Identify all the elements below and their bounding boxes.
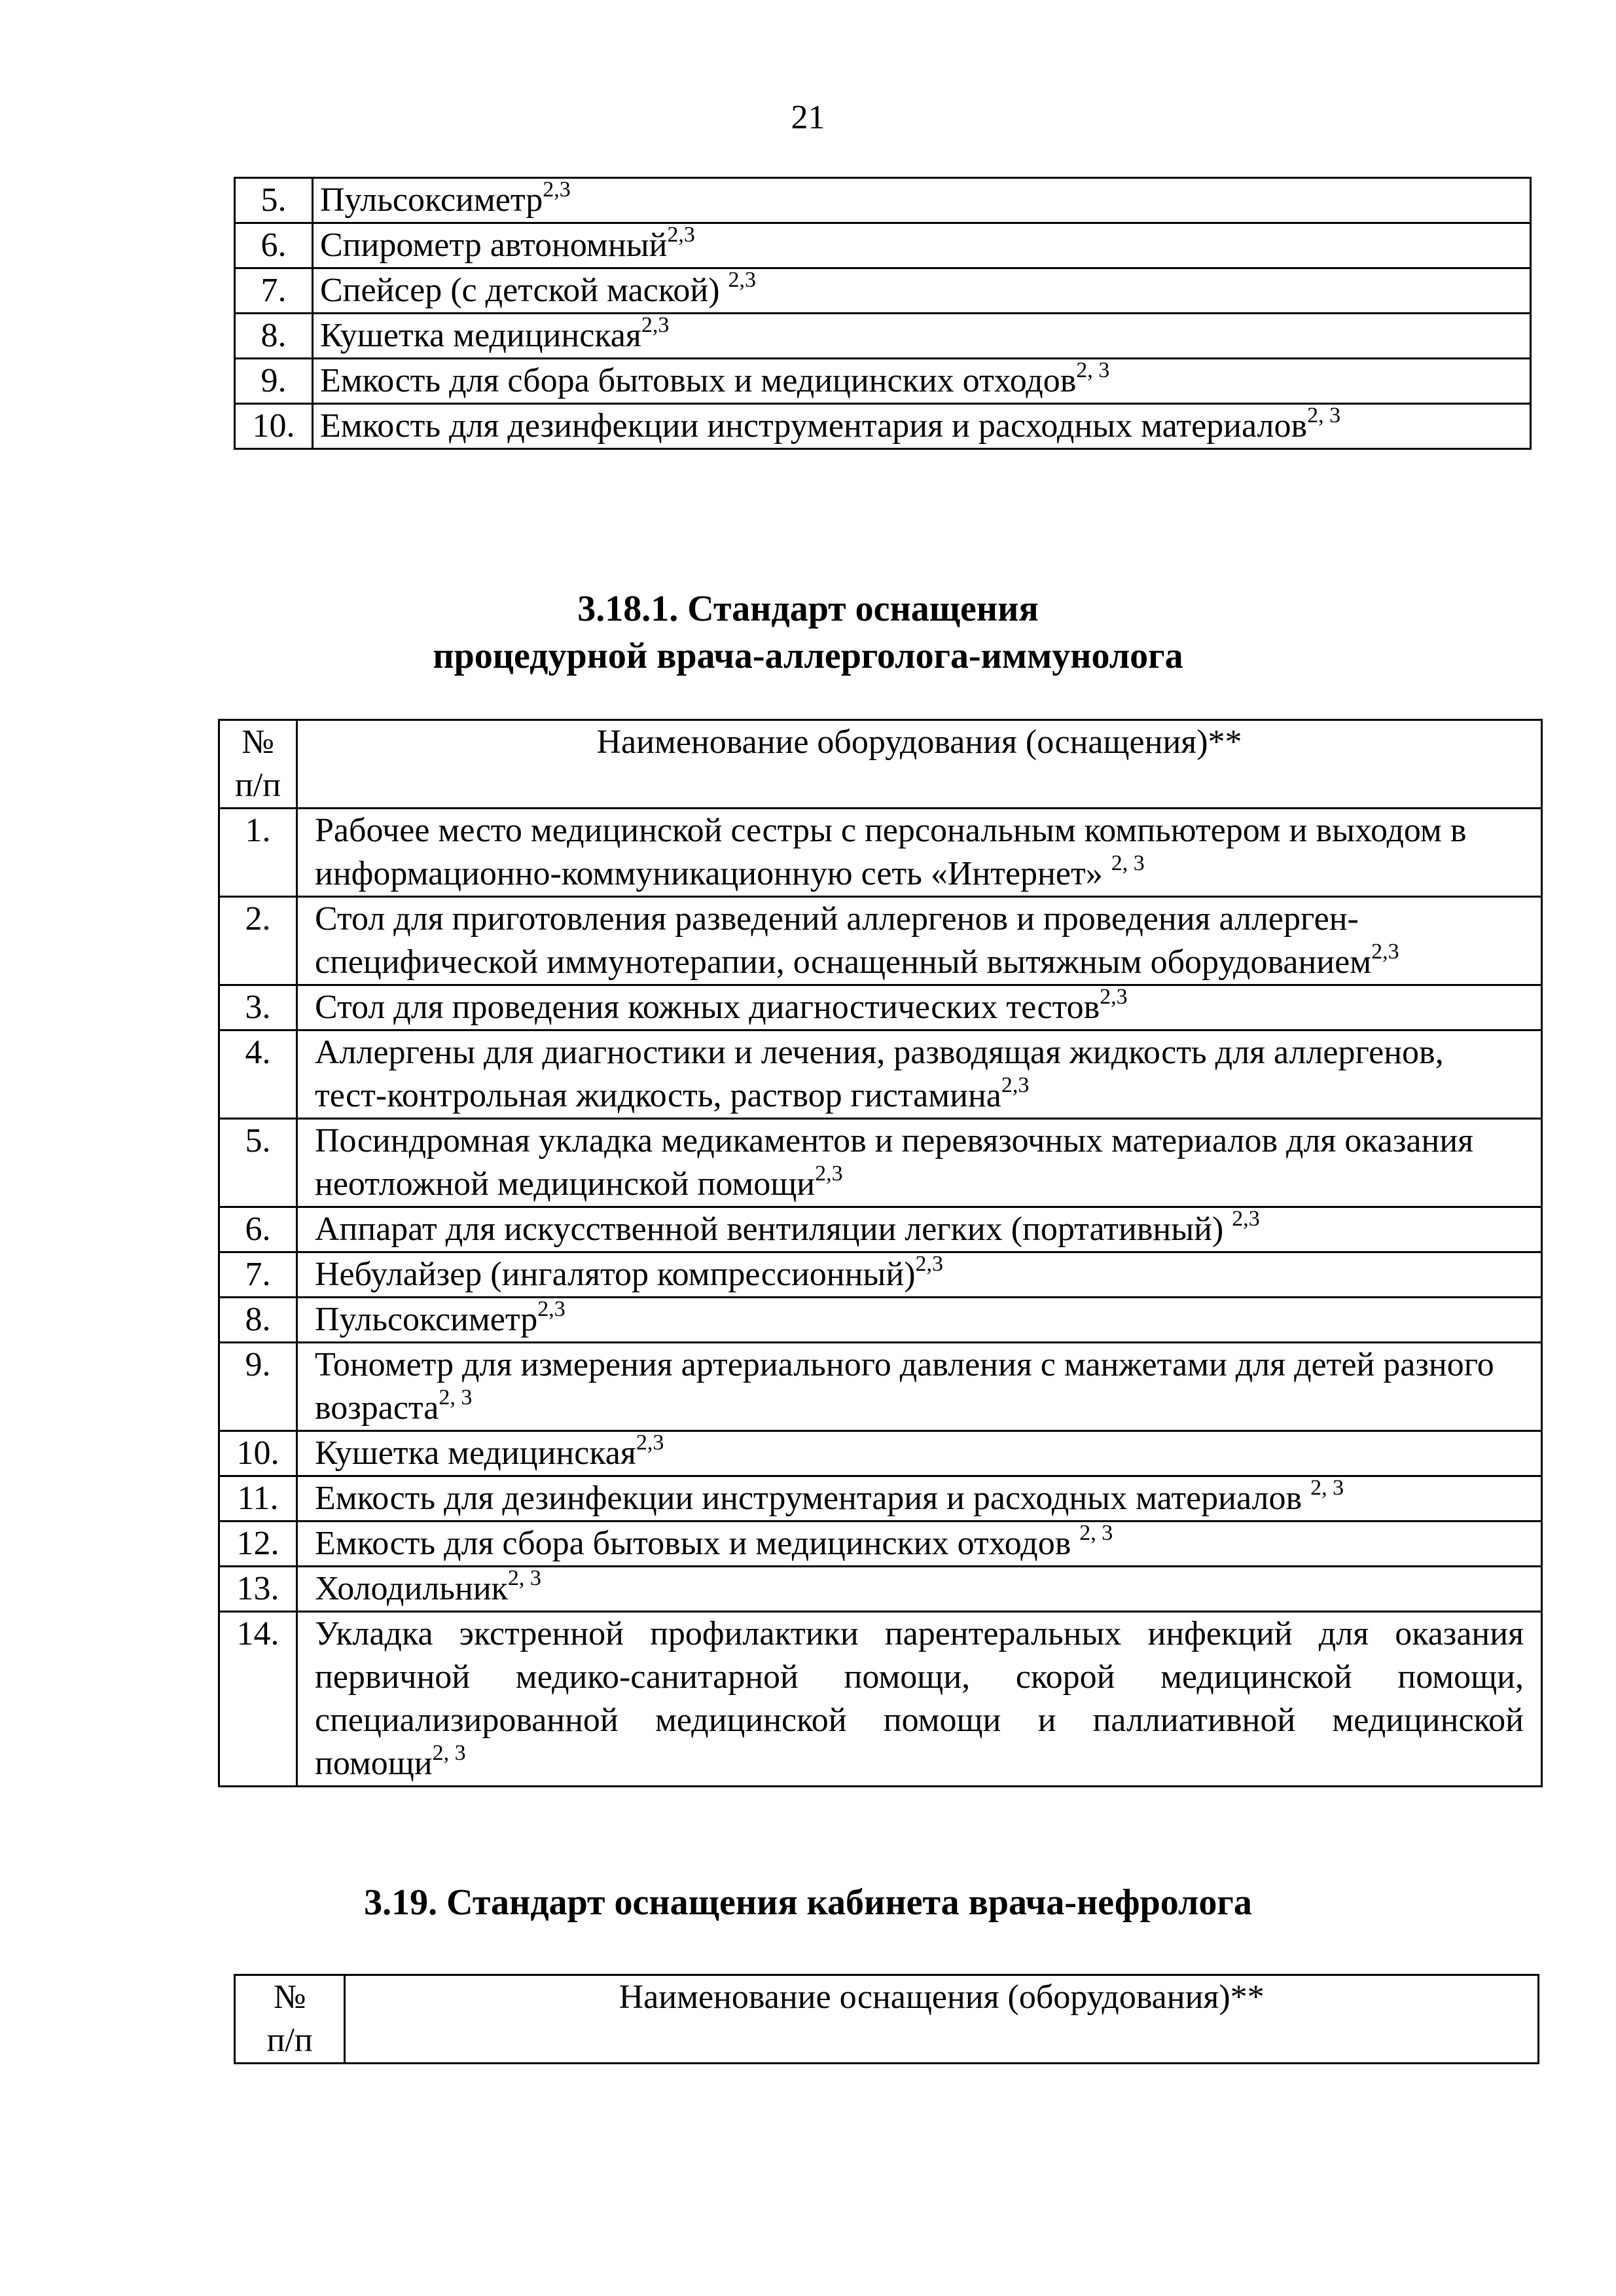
table-row (219, 1207, 1542, 1252)
table-row (235, 178, 1531, 223)
row-number: 8. (235, 314, 313, 359)
table-row (219, 1522, 1542, 1567)
section-title-3-18-1-line1: 3.18.1. Стандарт оснащения (577, 589, 1039, 629)
table-row (219, 1119, 1542, 1207)
equipment-name: Емкость для дезинфекции инструментария и расходных материалов$^{2, 3}$ (313, 404, 1531, 449)
table-row (219, 1612, 1542, 1787)
equipment-name: Тонометр для измерения артериального давления с манжетами для детей разного возраста$^{2, 3}$ (297, 1343, 1542, 1431)
table-header-row (219, 720, 1542, 809)
row-number: 10. (235, 404, 313, 449)
table-row (219, 985, 1542, 1030)
table-row (219, 1030, 1542, 1119)
row-number: 6. (219, 1207, 297, 1252)
table-row (235, 404, 1531, 449)
equipment-name: Холодильник$^{2, 3}$ (297, 1567, 1542, 1612)
table-row (219, 1431, 1542, 1476)
row-number: 7. (219, 1252, 297, 1298)
row-number: 3. (219, 985, 297, 1030)
row-number: 10. (219, 1431, 297, 1476)
equipment-name: Пульсоксиметр$^{2,3}$ (313, 178, 1531, 223)
row-number: 4. (219, 1030, 297, 1119)
row-number: 5. (219, 1119, 297, 1207)
equipment-name: Спирометр автономный$^{2,3}$ (313, 223, 1531, 268)
table-header-row (235, 1975, 1539, 2064)
section-title-3-19: 3.19. Стандарт оснащения кабинета врача-нефролога (364, 1882, 1252, 1923)
equipment-name: Стол для проведения кожных диагностических тестов$^{2,3}$ (297, 985, 1542, 1030)
row-number: 13. (219, 1567, 297, 1612)
equipment-name: Емкость для сбора бытовых и медицинских отходов $^{2, 3}$ (297, 1522, 1542, 1567)
equipment-name: Небулайзер (ингалятор компрессионный)$^{2,3}$ (297, 1252, 1542, 1298)
equipment-name: Емкость для дезинфекции инструментария и расходных материалов $^{2, 3}$ (297, 1476, 1542, 1522)
header-number (235, 1975, 345, 2064)
nephrologist-equipment-table (234, 1974, 1539, 2064)
equipment-name: Рабочее место медицинской сестры с персональным компьютером и выходом в информационно-коммуникационную сеть «Интернет» $^{2, 3}$ (297, 809, 1542, 897)
row-number: 14. (219, 1612, 297, 1787)
equipment-name: Спейсер (с детской маской) $^{2,3}$ (313, 268, 1531, 314)
table-row (219, 809, 1542, 897)
equipment-name: Кушетка медицинская$^{2,3}$ (297, 1431, 1542, 1476)
procedure-room-equipment-table (218, 719, 1543, 1787)
section-title-3-18-1-line2: процедурной врача-аллерголога-иммунолога (433, 636, 1183, 676)
equipment-name: Емкость для сбора бытовых и медицинских отходов$^{2, 3}$ (313, 359, 1531, 404)
table-row (235, 359, 1531, 404)
equipment-table-continued (234, 177, 1532, 450)
row-number: 9. (219, 1343, 297, 1431)
table-row (235, 268, 1531, 314)
row-number: 9. (235, 359, 313, 404)
header-equipment-name: Наименование оснащения (оборудования)** (345, 1975, 1539, 2064)
table-row (219, 1567, 1542, 1612)
equipment-name: Стол для приготовления разведений аллергенов и проведения аллерген-специфической иммунотерапии, оснащенный вытяжным оборудованием$^{2,3}$ (297, 897, 1542, 985)
header-number-abbr: п/п (266, 2022, 313, 2059)
table-row (219, 1476, 1542, 1522)
table-row (219, 1343, 1542, 1431)
equipment-name: Пульсоксиметр$^{2,3}$ (297, 1298, 1542, 1343)
row-number: 8. (219, 1298, 297, 1343)
equipment-name: Аппарат для искусственной вентиляции легких (портативный) $^{2,3}$ (297, 1207, 1542, 1252)
header-number-symbol: № (242, 723, 274, 761)
equipment-name: Укладка экстренной профилактики парентеральных инфекций для оказания первичной медико-санитарной помощи, скорой медицинской помощи, специализированной медицинской помощи и паллиативной медицинской помощи$^{2, 3}$ (297, 1612, 1542, 1787)
header-equipment-name: Наименование оборудования (оснащения)** (297, 720, 1542, 809)
equipment-name: Посиндромная укладка медикаментов и перевязочных материалов для оказания неотложной медицинской помощи$^{2,3}$ (297, 1119, 1542, 1207)
row-number: 1. (219, 809, 297, 897)
row-number: 11. (219, 1476, 297, 1522)
header-number-abbr: п/п (234, 767, 281, 804)
table-row (219, 1298, 1542, 1343)
row-number: 5. (235, 178, 313, 223)
table-row (219, 897, 1542, 985)
table-row (219, 1252, 1542, 1298)
row-number: 2. (219, 897, 297, 985)
header-number-symbol: № (273, 1978, 306, 2016)
row-number: 12. (219, 1522, 297, 1567)
row-number: 7. (235, 268, 313, 314)
header-number (219, 720, 297, 809)
row-number: 6. (235, 223, 313, 268)
table-row (235, 223, 1531, 268)
page-number: 21 (791, 99, 825, 136)
equipment-name: Кушетка медицинская$^{2,3}$ (313, 314, 1531, 359)
table-row (235, 314, 1531, 359)
equipment-name: Аллергены для диагностики и лечения, разводящая жидкость для аллергенов, тест-контрольная жидкость, раствор гистамина$^{2,3}$ (297, 1030, 1542, 1119)
